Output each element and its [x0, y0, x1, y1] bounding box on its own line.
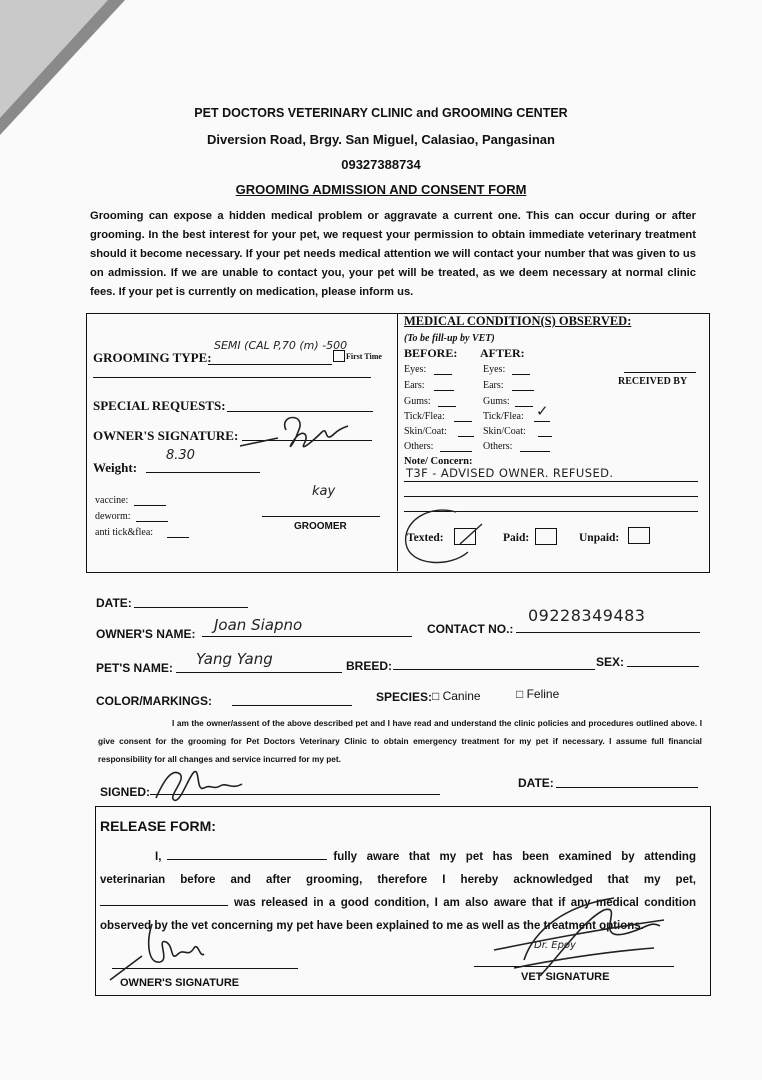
anti-tick-line [167, 537, 189, 538]
after-others: Others: [483, 441, 513, 452]
clinic-name: PET DOCTORS VETERINARY CLINIC and GROOMING CENTER [194, 106, 568, 120]
date-line [134, 607, 248, 608]
first-time-checkbox[interactable] [333, 350, 345, 362]
color-markings-label: COLOR/MARKINGS: [96, 694, 212, 708]
paid-label: Paid: [503, 532, 530, 544]
contact-label: CONTACT NO.: [427, 622, 514, 636]
special-requests-label: SPECIAL REQUESTS: [93, 398, 226, 413]
before-others-line [440, 451, 472, 452]
tick-flea-checkmark[interactable]: ✓ [536, 402, 549, 420]
before-ears-line [434, 390, 454, 391]
after-gums-line [515, 406, 533, 407]
deworm-label: deworm: [95, 511, 131, 522]
after-eyes-line [512, 374, 530, 375]
before-others: Others: [404, 441, 434, 452]
pet-name-line [176, 672, 342, 673]
after-gums: Gums: [483, 396, 510, 407]
vaccine-line [134, 505, 166, 506]
note-line-1 [404, 481, 698, 482]
texted-circle-mark [398, 504, 488, 570]
release-owner-signature-mark [108, 918, 228, 986]
sex-line [627, 666, 699, 667]
after-tickflea: Tick/Flea: [483, 411, 524, 422]
before-gums-line [438, 406, 456, 407]
feline-option[interactable]: □ Feline [516, 687, 560, 701]
signed-label: SIGNED: [100, 785, 151, 799]
pet-name-label: PET'S NAME: [96, 661, 173, 675]
before-eyes-line [434, 374, 452, 375]
before-ears: Ears: [404, 380, 425, 391]
owner-signature-caption: OWNER'S SIGNATURE [120, 977, 240, 989]
release-title: RELEASE FORM: [100, 818, 216, 834]
grooming-type-label: GROOMING TYPE: [93, 350, 212, 365]
breed-label: BREED: [346, 659, 393, 673]
first-time-label: First Time [346, 352, 382, 361]
after-tickflea-line [534, 421, 550, 422]
sex-label: SEX: [596, 655, 625, 669]
received-by-label: RECEIVED BY [618, 376, 688, 387]
vet-signature-mark [474, 890, 674, 982]
before-tickflea: Tick/Flea: [404, 411, 445, 422]
before-skincoat: Skin/Coat: [404, 426, 447, 437]
canine-option[interactable]: □ Canine [432, 689, 481, 703]
anti-tick-label: anti tick&flea: [95, 527, 154, 538]
after-ears: Ears: [483, 380, 504, 391]
after-ears-line [512, 390, 534, 391]
received-by-line [624, 372, 696, 373]
signed-signature-mark [150, 760, 260, 810]
weight-line [146, 472, 260, 473]
clinic-phone: 09327388734 [341, 157, 421, 172]
vaccine-label: vaccine: [95, 495, 129, 506]
date-label: DATE: [96, 596, 132, 610]
grooming-type-line [208, 364, 332, 365]
date-line-2 [556, 787, 698, 788]
release-text-2: fully aware that my pet has been examined by attending veterinarian before and after grooming, therefore I hereby acknowledged that my pet, [100, 851, 696, 886]
before-gums: Gums: [404, 396, 431, 407]
grooming-type-value[interactable]: SEMI (CAL P,70 (m) -500 [214, 339, 348, 352]
contact-value[interactable]: 09228349483 [528, 606, 646, 625]
vet-name: Dr. Epoy [534, 940, 576, 951]
note-label: Note/ Concern: [404, 456, 473, 467]
groomer-label: GROOMER [294, 521, 347, 532]
unpaid-checkbox[interactable] [628, 527, 650, 544]
form-title: GROOMING ADMISSION AND CONSENT FORM [235, 182, 527, 197]
medical-title: MEDICAL CONDITION(S) OBSERVED: [404, 314, 632, 328]
weight-value[interactable]: 8.30 [166, 448, 195, 463]
owner-signature-label: OWNER'S SIGNATURE: [93, 428, 239, 443]
weight-label: Weight: [93, 460, 138, 475]
note-line-2 [404, 496, 698, 497]
grooming-extra-line [93, 377, 371, 378]
paid-checkbox[interactable] [535, 528, 557, 545]
release-text-3: was released in a good condition, I am also aware that if any medical condition observed by the vet concerning my pet have been explained to me as well as the treatment options. [100, 897, 696, 932]
breed-line [393, 669, 595, 670]
owner-signature-mark [238, 410, 358, 460]
intro-paragraph: Grooming can expose a hidden medical problem or aggravate a current one. This can occur during or after grooming. In the best interest for your pet, we request your permission to obtain immediate veterinary treatment should it become necessary. If your pet needs medical attention we will contact your number that was given to us on admission. If we are unable to contact you, your pet will be treated, as we deem necessary at normal clinic fees. If your pet is currently on medication, please inform us. [90, 210, 696, 298]
after-others-line [520, 451, 550, 452]
after-eyes: Eyes: [483, 364, 506, 375]
after-label: AFTER: [480, 346, 525, 360]
consent-paragraph: I am the owner/assent of the above described pet and I have read and understand the clinic policies and procedures outlined above. I give consent for the grooming for Pet Doctors Veterinary Clinic to obtain emergency treatment for my pet if necessary. I assume full financial responsibility for all changes and service incurred for my pet. [98, 718, 702, 764]
folded-corner-highlight [0, 0, 108, 118]
owner-name-line [202, 636, 412, 637]
groomer-name: kay [312, 484, 336, 499]
before-tickflea-line [454, 421, 472, 422]
release-text-1: I, [155, 851, 162, 863]
texted-label: Texted: [407, 532, 444, 544]
vet-signature-caption: VET SIGNATURE [521, 971, 610, 983]
species-label: SPECIES: [376, 690, 433, 704]
contact-line [516, 632, 700, 633]
note-value[interactable]: T3F - ADVISED OWNER. REFUSED. [406, 466, 614, 480]
after-skincoat-line [538, 436, 552, 437]
owner-name-label: OWNER'S NAME: [96, 627, 196, 641]
pet-name-value[interactable]: Yang Yang [196, 650, 273, 668]
before-label: BEFORE: [404, 346, 458, 360]
unpaid-label: Unpaid: [579, 532, 620, 544]
date-label-2: DATE: [518, 776, 554, 790]
after-skincoat: Skin/Coat: [483, 426, 526, 437]
groomer-line [262, 516, 380, 517]
before-skincoat-line [458, 436, 474, 437]
deworm-line [136, 521, 168, 522]
owner-name-value[interactable]: Joan Siapno [214, 616, 303, 634]
medical-subtitle: (To be fill-up by VET) [404, 333, 495, 344]
clinic-address: Diversion Road, Brgy. San Miguel, Calasiao, Pangasinan [207, 132, 555, 147]
before-eyes: Eyes: [404, 364, 427, 375]
color-markings-line [232, 705, 352, 706]
